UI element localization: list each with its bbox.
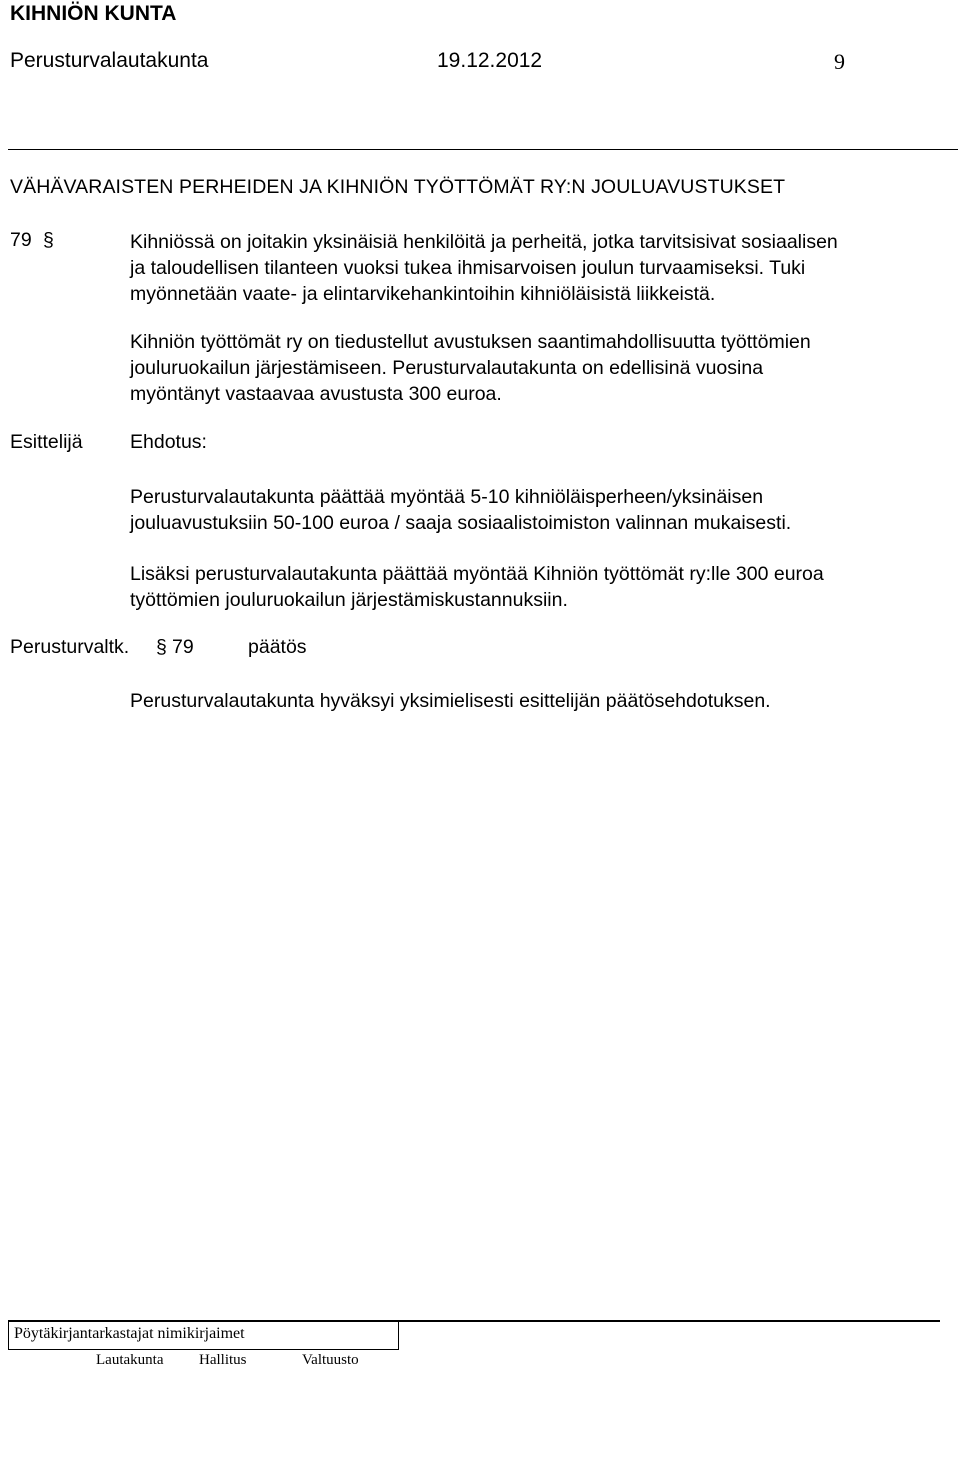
- footer-box-bottom: [8, 1349, 398, 1350]
- decision-paragraph: [130, 688, 771, 714]
- signature-column-government: Hallitus: [199, 1352, 247, 1368]
- signers-label: Pöytäkirjantarkastajat nimikirjaimet: [14, 1325, 245, 1342]
- paragraph-line: Perusturvalautakunta päättää myöntää 5-10 kihniöläisperheen/yksinäisen: [130, 486, 764, 508]
- item-number: 79: [10, 229, 32, 251]
- section-sign: §: [43, 229, 54, 251]
- decision-reference: Perusturvaltk.: [10, 636, 130, 658]
- board-name: Perusturvalautakunta: [10, 49, 209, 72]
- paragraph-line: jouluruokailun järjestämiseen. Perusturvalautakunta on edellisinä vuosina: [130, 357, 764, 379]
- footer-divider: [8, 1320, 940, 1322]
- header-divider: [8, 149, 958, 150]
- decision-label: päätös: [248, 636, 307, 658]
- proposal-paragraph: [130, 484, 791, 536]
- organization-name: KIHNIÖN KUNTA: [10, 2, 177, 25]
- paragraph-line: myönnetään vaate- ja elintarvikehankintoihin kihniöläisistä liikkeistä.: [130, 283, 716, 305]
- section-title: VÄHÄVARAISTEN PERHEIDEN JA KIHNIÖN TYÖTTÖMÄT RY:N JOULUAVUSTUKSET: [10, 176, 786, 198]
- proposal-paragraph-additional: [130, 561, 824, 613]
- signature-column-council: Valtuusto: [302, 1352, 359, 1368]
- background-paragraph: [130, 229, 838, 307]
- paragraph-line: Kihniössä on joitakin yksinäisiä henkilöitä ja perheitä, jotka tarvitsisivat sosiaalisen: [130, 231, 838, 253]
- footer-box-edge: [398, 1320, 399, 1350]
- section-sign: §: [156, 636, 167, 658]
- proposal-label: Ehdotus:: [130, 431, 207, 453]
- meeting-date: 19.12.2012: [437, 49, 543, 72]
- paragraph-line: jouluavustuksiin 50-100 euroa / saaja sosiaalistoimiston valinnan mukaisesti.: [130, 512, 792, 534]
- paragraph-line: myöntänyt vastaavaa avustusta 300 euroa.: [130, 383, 502, 405]
- presenter-label: Esittelijä: [10, 431, 83, 453]
- decision-reference-number: 79: [172, 636, 194, 658]
- paragraph-line: ja taloudellisen tilanteen vuoksi tukea ihmisarvoisen joulun turvaamiseksi. Tuki: [130, 257, 806, 279]
- signature-column-board: Lautakunta: [96, 1352, 164, 1368]
- paragraph-line: Perusturvalautakunta hyväksyi yksimielisesti esittelijän päätösehdotuksen.: [130, 690, 771, 712]
- page-number: 9: [834, 49, 845, 74]
- footer-box-edge: [8, 1320, 9, 1350]
- paragraph-line: Kihniön työttömät ry on tiedustellut avustuksen saantimahdollisuutta työttömien: [130, 331, 811, 353]
- paragraph-line: Lisäksi perusturvalautakunta päättää myöntää Kihniön työttömät ry:lle 300 euroa: [130, 563, 824, 585]
- paragraph-line: työttömien jouluruokailun järjestämiskustannuksiin.: [130, 589, 568, 611]
- request-paragraph: [130, 329, 811, 407]
